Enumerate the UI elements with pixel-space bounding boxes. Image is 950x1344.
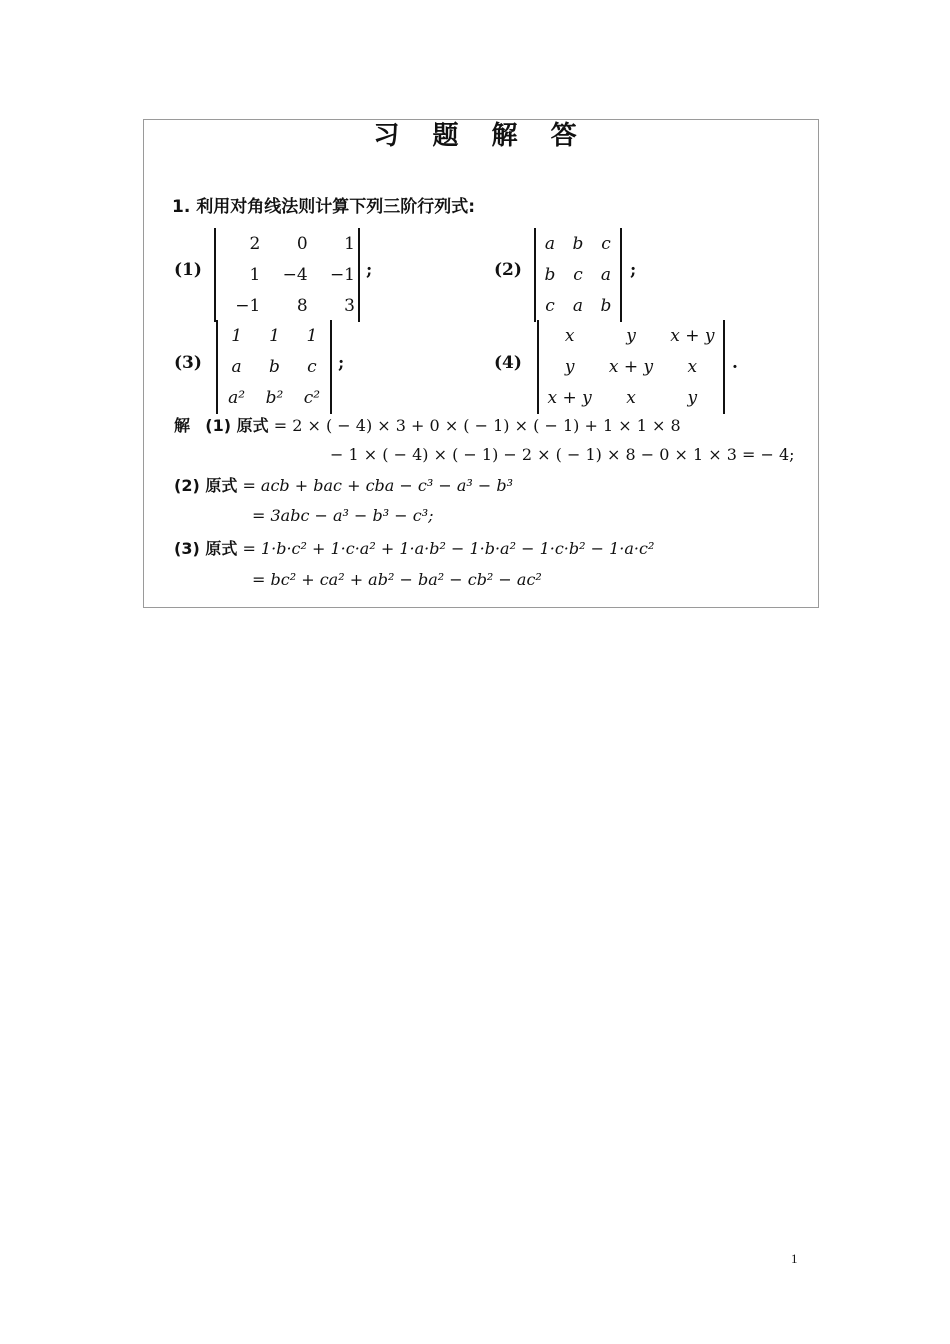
- part-punct-1: ;: [366, 260, 373, 280]
- cell: a: [600, 264, 612, 285]
- cell: b: [572, 233, 584, 254]
- cell: a²: [228, 388, 246, 409]
- cell: b: [269, 356, 280, 377]
- cell: x: [626, 388, 636, 409]
- cell: x: [564, 325, 575, 346]
- cell: −1: [235, 296, 261, 317]
- page-number: 1: [791, 1251, 798, 1266]
- cell: y: [564, 356, 575, 377]
- solution-label-3: (3) 原式: [174, 539, 238, 558]
- determinant-4: [537, 320, 725, 414]
- cell: c: [573, 264, 583, 285]
- cell: 1: [269, 325, 280, 346]
- problem-statement: 1. 利用对角线法则计算下列三阶行列式:: [172, 197, 476, 217]
- part-punct-2: ;: [630, 260, 637, 280]
- determinant-1: [214, 228, 360, 322]
- part-label-1: (1): [174, 260, 202, 280]
- solution-expr-3: = acb + bac + cba − c³ − a³ − b³: [242, 476, 514, 495]
- solution-label-1: (1) 原式: [205, 416, 269, 435]
- determinant-3: [216, 320, 332, 414]
- cell: 0: [296, 233, 308, 254]
- cell: y: [626, 325, 636, 346]
- cell: b: [544, 264, 556, 285]
- cell: b: [600, 296, 612, 317]
- cell: 1: [249, 264, 261, 285]
- cell: y: [687, 388, 698, 409]
- cell: −1: [329, 264, 355, 285]
- cell: a: [572, 296, 584, 317]
- cell: x + y: [547, 388, 592, 409]
- part-label-3: (3): [174, 353, 202, 373]
- cell: b²: [265, 388, 284, 409]
- cell: 1: [344, 233, 355, 254]
- solution-heading: 解: [174, 416, 191, 435]
- solution-line-6: = bc² + ca² + ab² − ba² − cb² − ac²: [252, 570, 542, 589]
- solution-line-1: [174, 414, 681, 438]
- solution-expr-5: = 1·b·c² + 1·c·a² + 1·a·b² − 1·b·a² − 1·c·b² − 1·a·c²: [242, 539, 655, 558]
- solution-label-2: (2) 原式: [174, 476, 238, 495]
- solution-line-3: [174, 474, 513, 498]
- cell: c: [307, 356, 317, 377]
- cell: a: [544, 233, 556, 254]
- determinant-2: [534, 228, 622, 322]
- cell: 1: [306, 325, 318, 346]
- part-punct-4: .: [732, 353, 738, 373]
- solution-expr-1: = 2 × ( − 4) × 3 + 0 × ( − 1) × ( − 1) + 1 × 1 × 8: [273, 416, 681, 435]
- scanned-exercise-box: [143, 119, 819, 608]
- cell: c: [545, 296, 555, 317]
- solution-line-4: = 3abc − a³ − b³ − c³;: [252, 506, 434, 525]
- solution-line-5: [174, 537, 654, 561]
- cell: −4: [282, 264, 308, 285]
- cell: c: [601, 233, 611, 254]
- cell: 2: [249, 233, 261, 254]
- cell: x: [687, 356, 698, 377]
- cell: a: [231, 356, 242, 377]
- part-label-2: (2): [494, 260, 522, 280]
- page-title: 习 题 解 答: [373, 121, 589, 151]
- cell: c²: [303, 388, 321, 409]
- cell: 1: [231, 325, 243, 346]
- cell: 3: [344, 296, 355, 317]
- part-label-4: (4): [494, 353, 522, 373]
- solution-line-2: − 1 × ( − 4) × ( − 1) − 2 × ( − 1) × 8 − 0 × 1 × 3 = − 4;: [330, 445, 795, 464]
- cell: x + y: [670, 325, 715, 346]
- cell: x + y: [608, 356, 654, 377]
- part-punct-3: ;: [338, 353, 345, 373]
- cell: 8: [296, 296, 308, 317]
